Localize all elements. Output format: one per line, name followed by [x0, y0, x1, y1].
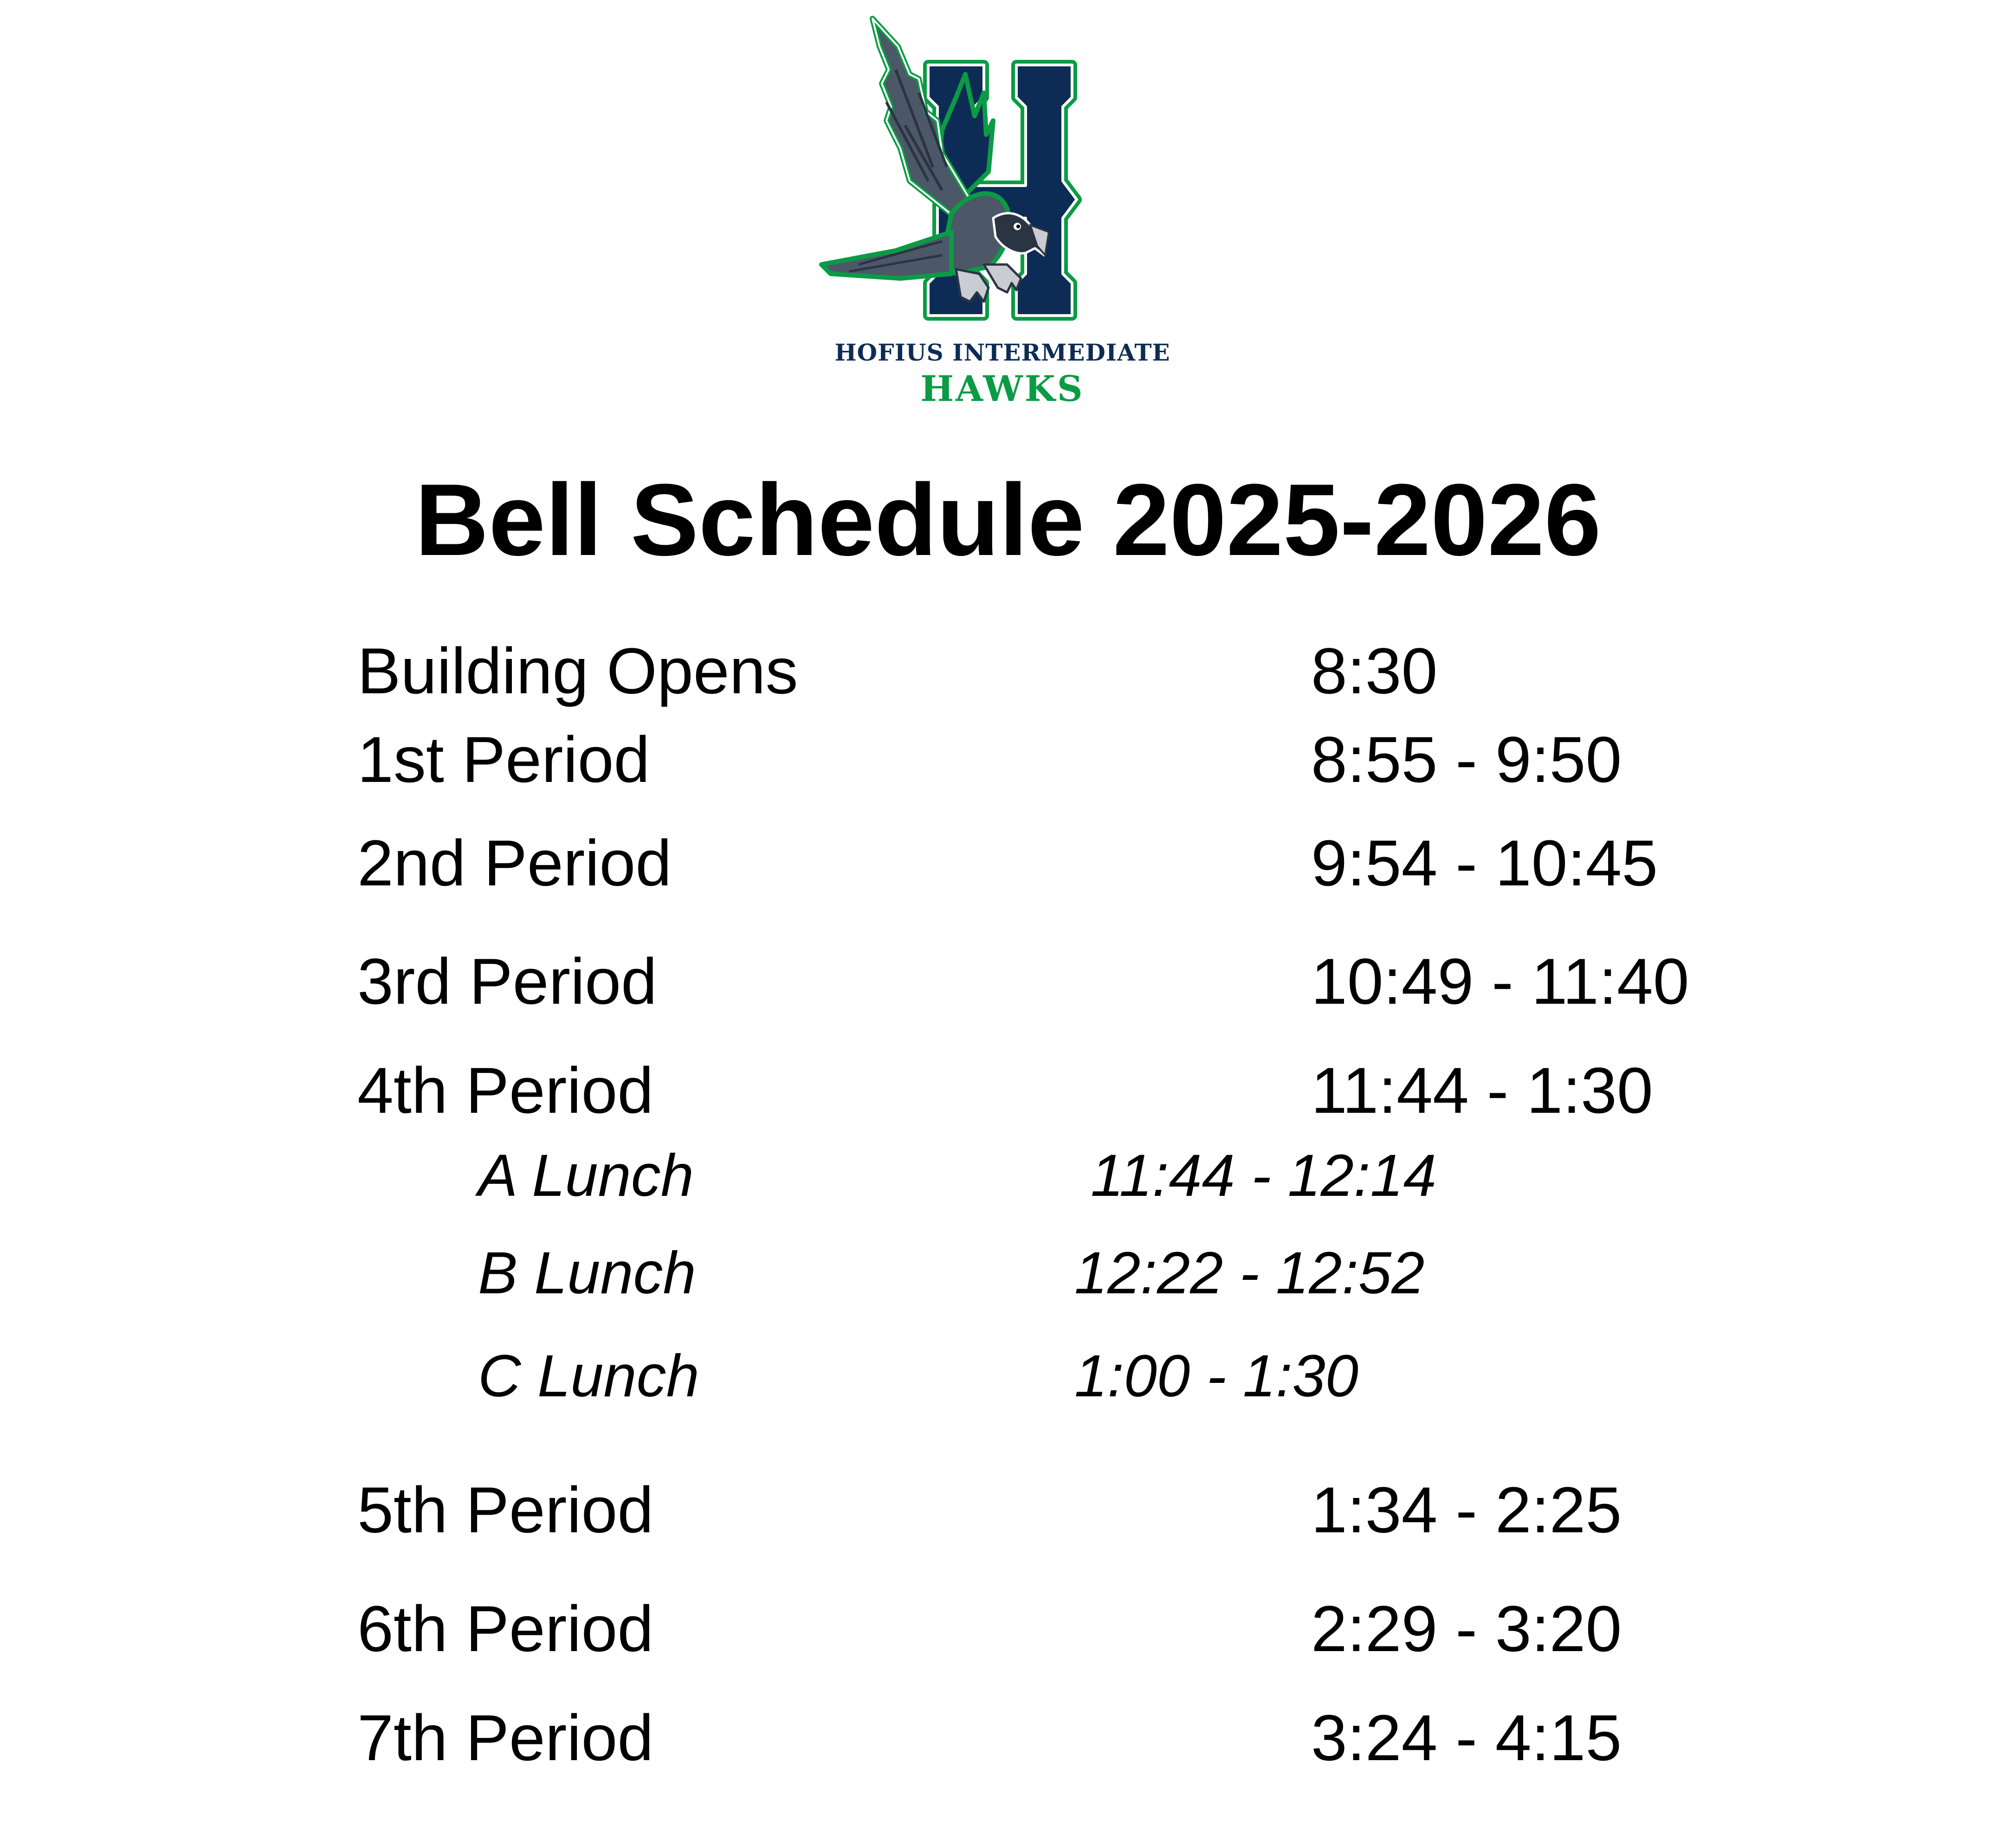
schedule-time-period-6: 2:29 - 3:20: [1311, 1592, 1622, 1665]
schedule-label-period-7: 7th Period: [357, 1701, 654, 1774]
schedule-label-period-1: 1st Period: [357, 723, 650, 796]
schedule-time-building-opens: 8:30: [1311, 634, 1438, 707]
schedule-label-period-4: 4th Period: [357, 1054, 654, 1127]
schedule-time-b-lunch: 12:22 - 12:52: [1074, 1240, 1425, 1306]
schedule-label-b-lunch: B Lunch: [478, 1240, 696, 1306]
schedule-label-c-lunch: C Lunch: [478, 1343, 699, 1409]
schedule-label-period-3: 3rd Period: [357, 945, 657, 1018]
schedule-label-building-opens: Building Opens: [357, 634, 798, 707]
schedule-time-period-4: 11:44 - 1:30: [1311, 1054, 1653, 1127]
logo-mascot-name: HAWKS: [920, 368, 1085, 409]
schedule-time-a-lunch: 11:44 - 12:14: [1091, 1142, 1436, 1209]
schedule-label-a-lunch: A Lunch: [478, 1142, 694, 1209]
schedule-label-period-6: 6th Period: [357, 1592, 654, 1665]
schedule-label-period-5: 5th Period: [357, 1473, 654, 1546]
schedule-time-period-1: 8:55 - 9:50: [1311, 723, 1622, 796]
schedule-time-period-3: 10:49 - 11:40: [1311, 945, 1689, 1018]
schedule-time-period-7: 3:24 - 4:15: [1311, 1701, 1622, 1774]
schedule-time-period-2: 9:54 - 10:45: [1311, 826, 1658, 899]
page-title: Bell Schedule 2025-2026: [415, 463, 1601, 577]
logo-school-name: HOFIUS INTERMEDIATE: [834, 339, 1170, 366]
school-logo: [803, 14, 1202, 413]
schedule-time-period-5: 1:34 - 2:25: [1311, 1473, 1622, 1546]
schedule-label-period-2: 2nd Period: [357, 826, 672, 899]
schedule-time-c-lunch: 1:00 - 1:30: [1074, 1343, 1358, 1409]
